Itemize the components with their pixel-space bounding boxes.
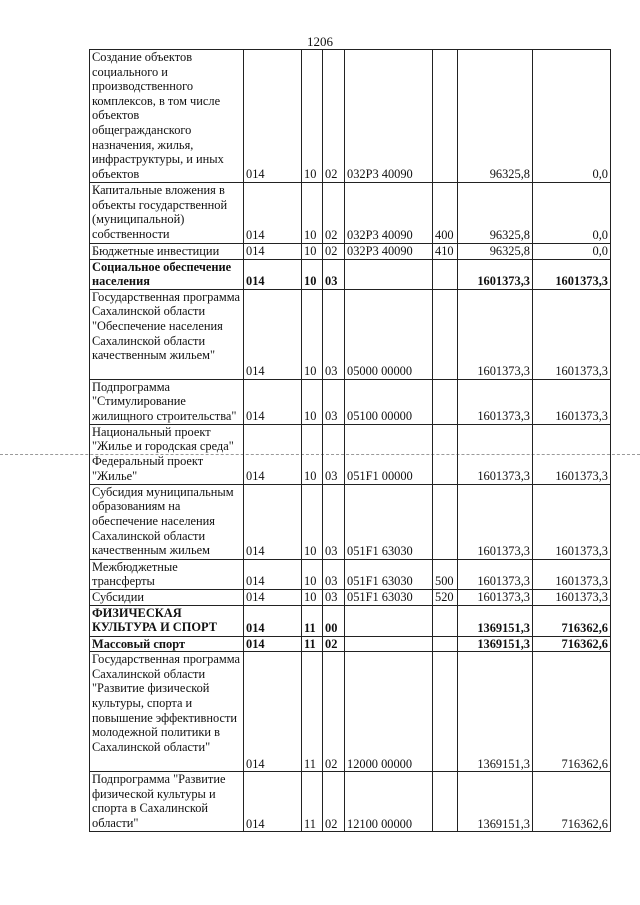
expense-type-code bbox=[433, 259, 458, 289]
subsection-code: 02 bbox=[323, 652, 345, 772]
sum-year-1: 1601373,3 bbox=[458, 289, 533, 379]
sum-year-1: 1601373,3 bbox=[458, 589, 533, 605]
section-code: 10 bbox=[302, 559, 323, 589]
subsection-code: 03 bbox=[323, 379, 345, 424]
row-name: Субсидии bbox=[90, 589, 244, 605]
sum-year-2: 0,0 bbox=[533, 183, 611, 244]
ministry-code: 014 bbox=[244, 379, 302, 424]
target-article-code: 051F1 00000 bbox=[345, 424, 433, 484]
expense-type-code: 410 bbox=[433, 244, 458, 260]
section-code: 10 bbox=[302, 244, 323, 260]
ministry-code: 014 bbox=[244, 559, 302, 589]
subsection-code: 03 bbox=[323, 289, 345, 379]
ministry-code: 014 bbox=[244, 636, 302, 652]
section-code: 10 bbox=[302, 589, 323, 605]
row-name: Массовый спорт bbox=[90, 636, 244, 652]
row-name: Подпрограмма "Развитие физической культуры и спорта в Сахалинской области" bbox=[90, 772, 244, 832]
sum-year-1: 96325,8 bbox=[458, 183, 533, 244]
section-code: 10 bbox=[302, 379, 323, 424]
expense-type-code bbox=[433, 484, 458, 559]
subsection-code: 03 bbox=[323, 484, 345, 559]
ministry-code: 014 bbox=[244, 244, 302, 260]
sum-year-2: 1601373,3 bbox=[533, 484, 611, 559]
row-name: Государственная программа Сахалинской области "Развитие физической культуры, спорта и повышение эффективности молодежной политики в Сахалинской области" bbox=[90, 652, 244, 772]
expense-type-code bbox=[433, 772, 458, 832]
target-article-code: 051F1 63030 bbox=[345, 559, 433, 589]
table-row bbox=[90, 559, 611, 589]
row-name: Создание объектов социального и производственного комплексов, в том числе объектов общегражданского назначения, жилья, инфраструктуры, и иных объектов bbox=[90, 50, 244, 183]
target-article-code: 05000 00000 bbox=[345, 289, 433, 379]
sum-year-1: 96325,8 bbox=[458, 244, 533, 260]
row-name: Подпрограмма "Стимулирование жилищного строительства" bbox=[90, 379, 244, 424]
ministry-code: 014 bbox=[244, 424, 302, 484]
table-row bbox=[90, 289, 611, 379]
ministry-code: 014 bbox=[244, 605, 302, 636]
sum-year-1: 1601373,3 bbox=[458, 424, 533, 484]
table-row bbox=[90, 636, 611, 652]
section-code: 11 bbox=[302, 772, 323, 832]
table-row bbox=[90, 424, 611, 484]
subsection-code: 03 bbox=[323, 559, 345, 589]
table-row bbox=[90, 244, 611, 260]
expense-type-code bbox=[433, 605, 458, 636]
sum-year-2: 1601373,3 bbox=[533, 559, 611, 589]
sum-year-2: 1601373,3 bbox=[533, 379, 611, 424]
table-row bbox=[90, 484, 611, 559]
table-row bbox=[90, 259, 611, 289]
target-article-code: 05100 00000 bbox=[345, 379, 433, 424]
table-row bbox=[90, 605, 611, 636]
sum-year-1: 1369151,3 bbox=[458, 772, 533, 832]
expense-type-code bbox=[433, 636, 458, 652]
table-row bbox=[90, 379, 611, 424]
target-article-code: 051F1 63030 bbox=[345, 589, 433, 605]
target-article-code: 032Р3 40090 bbox=[345, 244, 433, 260]
expense-type-code bbox=[433, 379, 458, 424]
sum-year-2: 1601373,3 bbox=[533, 259, 611, 289]
page-number: 1206 bbox=[307, 34, 333, 49]
section-code: 10 bbox=[302, 289, 323, 379]
section-code: 11 bbox=[302, 652, 323, 772]
section-code: 10 bbox=[302, 50, 323, 183]
subsection-code: 02 bbox=[323, 50, 345, 183]
table-row bbox=[90, 652, 611, 772]
target-article-code: 12000 00000 bbox=[345, 652, 433, 772]
sum-year-2: 716362,6 bbox=[533, 605, 611, 636]
subsection-code: 00 bbox=[323, 605, 345, 636]
sum-year-1: 1601373,3 bbox=[458, 484, 533, 559]
row-name: Субсидия муниципальным образованиям на обеспечение населения Сахалинской области качественным жильем bbox=[90, 484, 244, 559]
target-article-code bbox=[345, 636, 433, 652]
row-name: Межбюджетные трансферты bbox=[90, 559, 244, 589]
section-code: 10 bbox=[302, 259, 323, 289]
expense-type-code bbox=[433, 652, 458, 772]
section-code: 11 bbox=[302, 636, 323, 652]
table-row bbox=[90, 183, 611, 244]
target-article-code: 051F1 63030 bbox=[345, 484, 433, 559]
sum-year-1: 1601373,3 bbox=[458, 259, 533, 289]
sum-year-1: 96325,8 bbox=[458, 50, 533, 183]
sum-year-2: 1601373,3 bbox=[533, 589, 611, 605]
row-name: Национальный проект "Жилье и городская среда" Федеральный проект "Жилье" bbox=[90, 424, 244, 484]
expense-type-code: 400 bbox=[433, 183, 458, 244]
ministry-code: 014 bbox=[244, 50, 302, 183]
sum-year-2: 716362,6 bbox=[533, 772, 611, 832]
subsection-code: 02 bbox=[323, 636, 345, 652]
target-article-code: 032Р3 40090 bbox=[345, 50, 433, 183]
table-row bbox=[90, 50, 611, 183]
row-name: Государственная программа Сахалинской области "Обеспечение населения Сахалинской области качественным жильем" bbox=[90, 289, 244, 379]
target-article-code: 12100 00000 bbox=[345, 772, 433, 832]
target-article-code: 032Р3 40090 bbox=[345, 183, 433, 244]
expense-type-code: 500 bbox=[433, 559, 458, 589]
sum-year-2: 1601373,3 bbox=[533, 289, 611, 379]
ministry-code: 014 bbox=[244, 484, 302, 559]
sum-year-2: 716362,6 bbox=[533, 652, 611, 772]
subsection-code: 02 bbox=[323, 183, 345, 244]
subsection-code: 03 bbox=[323, 589, 345, 605]
section-code: 10 bbox=[302, 183, 323, 244]
sum-year-1: 1369151,3 bbox=[458, 605, 533, 636]
sum-year-1: 1369151,3 bbox=[458, 636, 533, 652]
ministry-code: 014 bbox=[244, 259, 302, 289]
sum-year-1: 1369151,3 bbox=[458, 652, 533, 772]
ministry-code: 014 bbox=[244, 589, 302, 605]
expense-type-code bbox=[433, 424, 458, 484]
target-article-code bbox=[345, 259, 433, 289]
expense-type-code: 520 bbox=[433, 589, 458, 605]
expense-type-code bbox=[433, 50, 458, 183]
ministry-code: 014 bbox=[244, 289, 302, 379]
sum-year-2: 0,0 bbox=[533, 244, 611, 260]
subsection-code: 02 bbox=[323, 244, 345, 260]
sum-year-2: 716362,6 bbox=[533, 636, 611, 652]
subsection-code: 02 bbox=[323, 772, 345, 832]
subsection-code: 03 bbox=[323, 259, 345, 289]
table-row bbox=[90, 589, 611, 605]
row-name: Капитальные вложения в объекты государственной (муниципальной) собственности bbox=[90, 183, 244, 244]
sum-year-2: 0,0 bbox=[533, 50, 611, 183]
section-code: 11 bbox=[302, 605, 323, 636]
ministry-code: 014 bbox=[244, 652, 302, 772]
section-code: 10 bbox=[302, 484, 323, 559]
row-name: ФИЗИЧЕСКАЯ КУЛЬТУРА И СПОРТ bbox=[90, 605, 244, 636]
ministry-code: 014 bbox=[244, 772, 302, 832]
section-code: 10 bbox=[302, 424, 323, 484]
ministry-code: 014 bbox=[244, 183, 302, 244]
sum-year-1: 1601373,3 bbox=[458, 559, 533, 589]
target-article-code bbox=[345, 605, 433, 636]
sum-year-2: 1601373,3 bbox=[533, 424, 611, 484]
row-name: Бюджетные инвестиции bbox=[90, 244, 244, 260]
table-body bbox=[90, 50, 611, 832]
expense-type-code bbox=[433, 289, 458, 379]
budget-table bbox=[89, 49, 611, 832]
table-row bbox=[90, 772, 611, 832]
subsection-code: 03 bbox=[323, 424, 345, 484]
row-name: Социальное обеспечение населения bbox=[90, 259, 244, 289]
sum-year-1: 1601373,3 bbox=[458, 379, 533, 424]
